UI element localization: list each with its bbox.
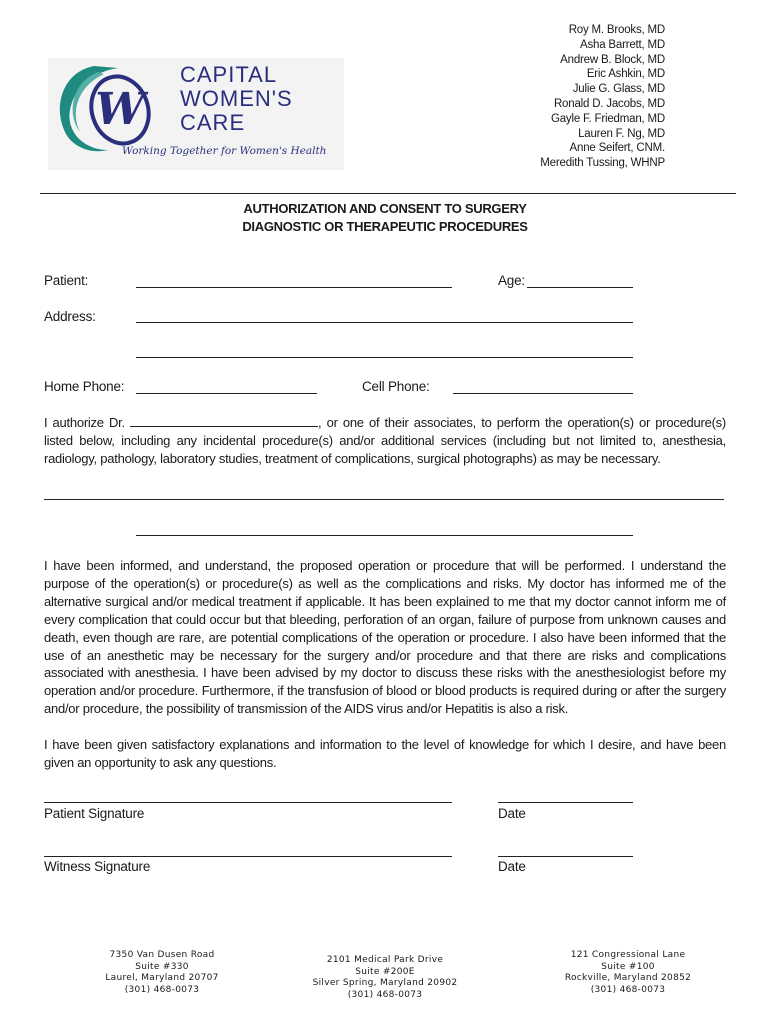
cell-phone-input[interactable] <box>453 393 633 394</box>
authorize-prefix: I authorize Dr. <box>44 415 125 430</box>
provider-name: Ronald D. Jacobs, MD <box>553 97 665 110</box>
address-line: 121 Congressional Lane <box>570 950 686 960</box>
patient-label: Patient: <box>44 273 89 288</box>
address-line: 7350 Van Dusen Road <box>109 950 215 960</box>
address-line: Silver Spring, Maryland 20902 <box>312 978 458 989</box>
address-line: Suite #330 <box>135 961 189 972</box>
svg-text:CARE: CARE <box>180 110 246 135</box>
address-line: Rockville, Maryland 20852 <box>564 973 692 984</box>
svg-text:CAPITAL: CAPITAL <box>180 62 278 87</box>
authorize-text: , or one of their associates, to perform the operation(s) or procedure(s) listed below, including any incidental procedure(s) and/or additional services (including but not limited to, anesthesia, radiology, pathology, laboratory studies, treatment of complications, surgical photographs) as may be necessary. <box>44 415 726 466</box>
patient-signature-input[interactable] <box>44 802 452 803</box>
patient-date-input[interactable] <box>498 802 633 803</box>
procedure-input-line-2[interactable] <box>136 535 633 536</box>
witness-signature-input[interactable] <box>44 856 452 857</box>
svg-text:WOMEN'S: WOMEN'S <box>180 86 293 111</box>
patient-signature-label: Patient Signature <box>44 806 145 821</box>
address-phone: (301) 468-0073 <box>124 984 200 995</box>
provider-name: Eric Ashkin, MD <box>586 68 665 81</box>
age-label: Age: <box>498 273 525 288</box>
doctor-name-input[interactable] <box>130 414 318 427</box>
provider-name: Andrew B. Block, MD <box>560 53 665 66</box>
address-label: Address: <box>44 309 96 324</box>
silver-spring-office-address <box>310 955 460 1001</box>
patient-date-label: Date <box>498 806 526 821</box>
form-title-line-1: AUTHORIZATION AND CONSENT TO SURGERY <box>243 201 527 216</box>
provider-name: Julie G. Glass, MD <box>572 83 665 96</box>
form-title-line-2: DIAGNOSTIC OR THERAPEUTIC PROCEDURES <box>242 219 528 234</box>
provider-name: Asha Barrett, MD <box>580 38 665 51</box>
address-line: Suite #100 <box>601 961 655 972</box>
address-phone: (301) 468-0073 <box>347 989 423 1000</box>
address-line: 2101 Medical Park Drive <box>326 955 444 965</box>
procedure-input-line-1[interactable] <box>44 499 724 500</box>
provider-name: Meredith Tussing, WHNP <box>540 157 665 170</box>
authorization-paragraph <box>44 414 726 468</box>
svg-text:W: W <box>95 84 145 135</box>
header-divider <box>40 193 736 194</box>
provider-name: Gayle F. Friedman, MD <box>550 112 665 125</box>
rockville-office-address <box>555 950 701 996</box>
laurel-office-address <box>92 950 232 996</box>
home-phone-label: Home Phone: <box>44 379 125 394</box>
home-phone-input[interactable] <box>136 393 317 394</box>
address-line: Suite #200E <box>355 966 415 977</box>
logo-emblem-icon <box>48 58 344 170</box>
witness-date-input[interactable] <box>498 856 633 857</box>
patient-input[interactable] <box>136 287 452 288</box>
capital-womens-care-logo <box>48 58 344 170</box>
witness-date-label: Date <box>498 859 526 874</box>
address-input-line-1[interactable] <box>136 322 633 323</box>
svg-text:Working Together for Women's H: Working Together for Women's Health <box>122 145 327 157</box>
provider-name: Anne Seifert, CNM. <box>569 142 665 155</box>
address-phone: (301) 468-0073 <box>590 984 666 995</box>
informed-consent-paragraph: I have been informed, and understand, the proposed operation or procedure that will be performed. I understand the purpose of the operation(s) or procedure(s) as well as the complications and risks. My doctor has informed me of the alternative surgical and/or medical treatment if applicable. It has been explained to me that my doctor cannot inform me of every complication that could occur but that bleeding, perforation of an organ, failure of purpose from unknown causes and death, even though are rare, are potential complications of the operation or procedure. I also have been informed that the use of an anesthetic may be necessary for the surgery and/or procedure and that there are risks and complications associated with anesthesia. I have been advised by my doctor to discuss these risks with the anesthesiologist before my operation and/or procedure. Furthermore, if the transfusion of blood or blood products is required during or after the surgery and/or procedure, the possibility of transmission of the AIDS virus and/or Hepatitis is also a risk. <box>44 558 726 717</box>
address-line: Laurel, Maryland 20707 <box>105 973 219 984</box>
providers-list <box>540 23 665 171</box>
provider-name: Lauren F. Ng, MD <box>578 127 665 140</box>
witness-signature-label: Witness Signature <box>44 859 151 874</box>
address-input-line-2[interactable] <box>136 357 633 358</box>
cell-phone-label: Cell Phone: <box>362 379 430 394</box>
provider-name: Roy M. Brooks, MD <box>568 24 665 36</box>
satisfactory-explanation-paragraph: I have been given satisfactory explanations and information to the level of knowledge for which I desire, and have been given an opportunity to ask any questions. <box>44 737 726 770</box>
age-input[interactable] <box>527 287 633 288</box>
